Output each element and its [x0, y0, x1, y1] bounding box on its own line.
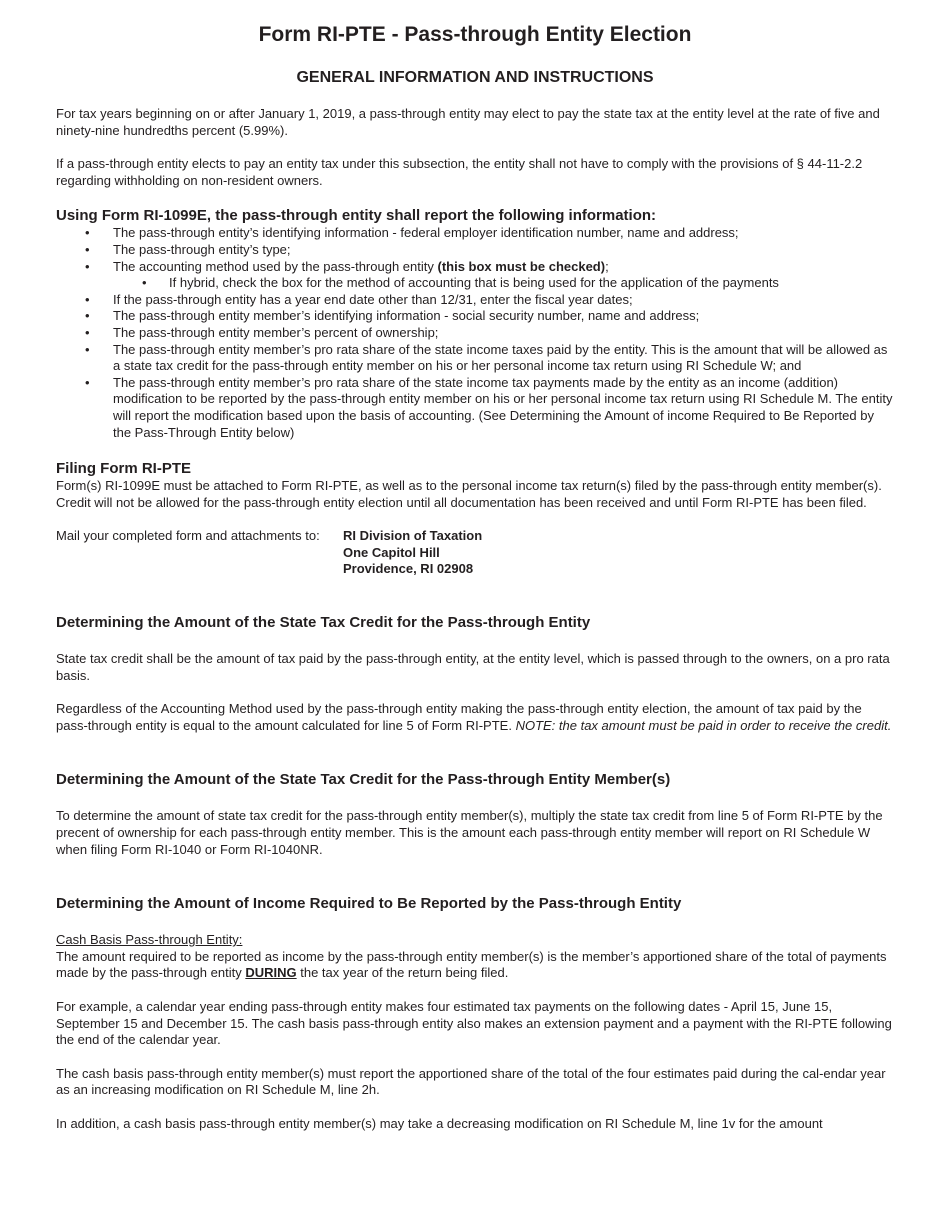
list-item [56, 342, 894, 375]
list-item [56, 259, 894, 292]
mailing-address [343, 528, 482, 578]
address-line-3: Providence, RI 02908 [343, 561, 474, 577]
filing-paragraph: Form(s) RI-1099E must be attached to Form RI-PTE, as well as to the personal income tax return(s) filed by the pass-through entity member(s). Credit will not be allowed for the pass-through entity election until all documentation has been received and until Form RI-PTE has been filed. [56, 478, 882, 510]
entity-credit-text: Regardless of the Accounting Method used by the pass-through entity making the pass-through entity election, the amount of tax paid by the pass-through entity is equal to the amount calculated for line 5 of Form RI-PTE. [56, 701, 862, 733]
list-item [56, 308, 894, 325]
list-item-text: ; [605, 258, 609, 274]
list-item-text: The pass-through entity member’s pro rata share of the state income tax payments made by the entity as an income (addition) modification to be reported by the pass-through entity member on his or her personal income tax return using RI Schedule M. The entity will report the modification based upon the basis of accounting. (See Determining the Amount of income Required to Be Reported by the Pass-Through Entity below) [113, 374, 893, 440]
member-credit-heading: Determining the Amount of the State Tax Credit for the Pass-through Entity Member(s) [56, 771, 671, 789]
section-subtitle: GENERAL INFORMATION AND INSTRUCTIONS [296, 69, 654, 86]
address-line-2: One Capitol Hill [343, 544, 440, 560]
cash-basis-text: The amount required to be reported as income by the pass-through entity member(s) is the member’s apportioned share of the total of payments made by the pass-through entity [56, 948, 887, 981]
list-item-text: The pass-through entity member’s identifying information - social security number, name and address; [113, 308, 700, 324]
cash-basis-paragraph-4: In addition, a cash basis pass-through entity member(s) may take a decreasing modification on RI Schedule M, line 1v for the amount [56, 1115, 823, 1131]
sub-list-item [113, 275, 894, 292]
using-form-heading: Using Form RI-1099E, the pass-through entity shall report the following information: [56, 207, 657, 225]
mailing-address-block [56, 528, 894, 578]
entity-credit-paragraph-1: State tax credit shall be the amount of tax paid by the pass-through entity, at the entity level, which is passed through to the owners, on a pro rata basis. [56, 651, 890, 683]
sub-list [113, 275, 894, 292]
cash-basis-label-text: Cash Basis Pass-through Entity: [56, 932, 243, 948]
cash-basis-paragraph-3: The cash basis pass-through entity member(s) must report the apportioned share of the total of the four estimates paid during the cal-endar year as an increasing modification on RI Schedule M, line 2h. [56, 1065, 886, 1098]
entity-credit-heading: Determining the Amount of the State Tax Credit for the Pass-through Entity [56, 614, 591, 632]
cash-basis-label [56, 932, 894, 949]
entity-credit-paragraph-2 [56, 701, 894, 734]
list-item [56, 242, 894, 259]
report-items-list [56, 225, 894, 441]
sub-list-item-text: If hybrid, check the box for the method of accounting that is being used for the application of the payments [169, 275, 779, 291]
mail-label: Mail your completed form and attachments to: [56, 528, 320, 544]
form-title: Form RI-PTE - Pass-through Entity Election [258, 23, 692, 46]
list-item-text: The pass-through entity member’s percent of ownership; [113, 324, 439, 340]
cash-basis-paragraph-2: For example, a calendar year ending pass-through entity makes four estimated tax payments on the following dates - April 15, June 15, September 15 and December 15. The cash basis pass-through entity also makes an extension payment and a payment with the RI-PTE following the end of the calendar year. [56, 999, 892, 1048]
during-emphasis: DURING [245, 965, 297, 981]
address-line-1: RI Division of Taxation [343, 528, 483, 544]
cash-basis-paragraph-1 [56, 949, 894, 982]
member-credit-paragraph: To determine the amount of state tax credit for the pass-through entity member(s), multiply the state tax credit from line 5 of Form RI-PTE by the precent of ownership for each pass-through entity member. This is the amount each pass-through entity member will report on RI Schedule W when filing Form RI-1040 or Form RI-1040NR. [56, 808, 883, 857]
cash-basis-text: the tax year of the return being filed. [296, 965, 509, 981]
filing-heading: Filing Form RI-PTE [56, 460, 191, 478]
intro-paragraph-1: For tax years beginning on or after January 1, 2019, a pass-through entity may elect to pay the state tax at the entity level at the rate of five and ninety-nine hundredths percent (5.99%). [56, 106, 880, 138]
list-item-text: The pass-through entity’s type; [113, 241, 291, 257]
list-item-text: The pass-through entity member’s pro rata share of the state income taxes paid by the entity. This is the amount that will be allowed as a state tax credit for the pass-through entity member on his or her personal income tax return using RI Schedule W; and [113, 341, 888, 374]
list-item [56, 375, 894, 441]
list-item [56, 325, 894, 342]
income-heading: Determining the Amount of Income Required to Be Reported by the Pass-through Entity [56, 895, 682, 913]
instructions-page [56, 22, 894, 1133]
list-item-text: The pass-through entity’s identifying information - federal employer identification number, name and address; [113, 225, 739, 241]
intro-paragraph-2: If a pass-through entity elects to pay an entity tax under this subsection, the entity shall not have to comply with the provisions of § 44-11-2.2 regarding withholding on non-resident owners. [56, 156, 863, 188]
list-item-text: The accounting method used by the pass-through entity [113, 258, 438, 274]
list-item [56, 225, 894, 242]
list-item [56, 292, 894, 309]
list-item-text: If the pass-through entity has a year end date other than 12/31, enter the fiscal year dates; [113, 291, 633, 307]
entity-credit-note: NOTE: the tax amount must be paid in order to receive the credit. [515, 717, 892, 733]
list-item-emphasis: (this box must be checked) [437, 258, 606, 274]
